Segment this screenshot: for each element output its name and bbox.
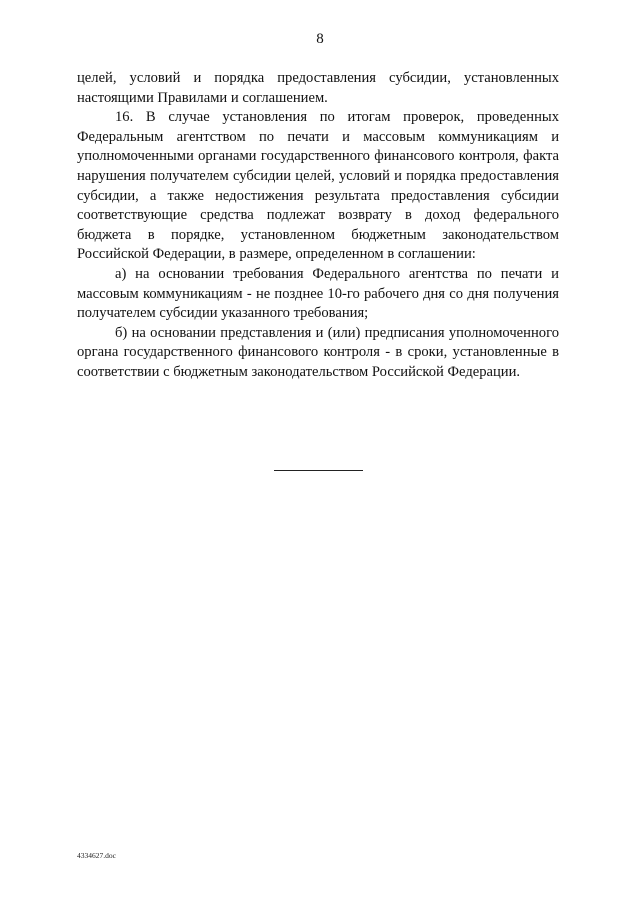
document-footer: 4334627.doc [77,851,116,860]
paragraph-continuation: целей, условий и порядка предоставления субсидии, установленных настоящими Правилами и соглашением. [77,70,559,106]
paragraph-16-b: б) на основании представления и (или) предписания уполномоченного органа государственного финансового контроля - в сроки, установленные в соответствии с бюджетным законодательством Российской Федерации. [77,324,559,380]
page-number: 8 [316,31,324,47]
document-body [77,69,559,383]
end-divider [274,470,363,471]
paragraph-16: 16. В случае установления по итогам проверок, проведенных Федеральным агентством по печати и массовым коммуникациям и уполномоченными органами государственного финансового контроля, факта нарушения получателем субсидии целей, условий и порядка предоставления субсидии, а также недостижения результата предоставления субсидии соответствующие средства подлежат возврату в доход федерального бюджета в порядке, установленном бюджетным законодательством Российской Федерации, в размере, определенном в соглашении: [77,109,559,263]
paragraph-16-a: а) на основании требования Федерального агентства по печати и массовым коммуникациям - не позднее 10-го рабочего дня со дня получения получателем субсидии указанного требования; [77,265,559,322]
